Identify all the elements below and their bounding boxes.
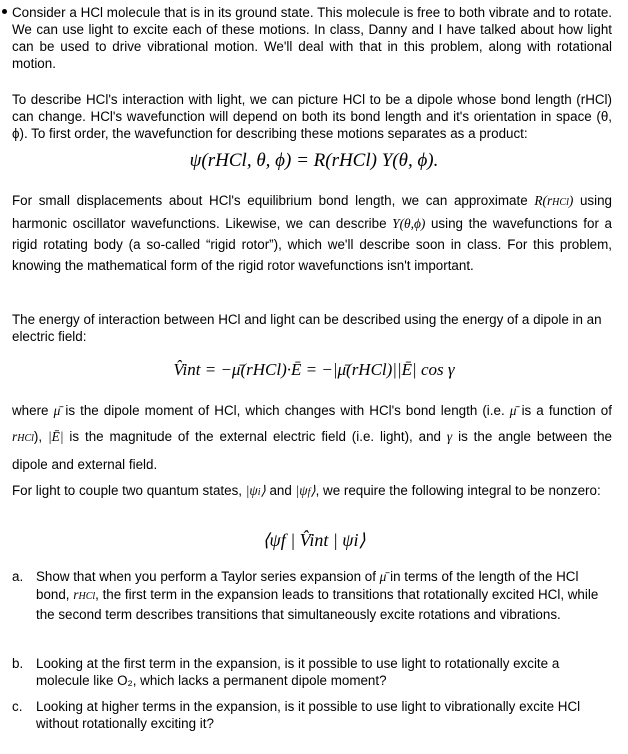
interaction-energy-equation: V̂int = −μ̄(rHCl)·Ē = −|μ̄(rHCl)||Ē| cos γ <box>173 360 455 379</box>
energy-paragraph: The energy of interaction between HCl and light can be described using the energy of a dipole in an electric field: <box>12 312 602 344</box>
radial-function-symbol: R(rHCl) <box>534 193 574 208</box>
wavefunction-equation: ψ(rHCl, θ, ϕ) = R(rHCl) Y(θ, ϕ). <box>189 150 439 171</box>
intro-paragraph: Consider a HCl molecule that is in its ground state. This molecule is free to both vibrate and to rotate. We can use light to excite each of these motions. In class, Danny and I have talked about how light can be used to drive vibrational motion. We'll deal with that in this problem, along with rotational motion. <box>12 4 612 72</box>
coupling-paragraph: For light to couple two quantum states, |ψi⟩ and |ψf⟩, we require the following integral to be nonzero: <box>12 483 601 498</box>
definitions-paragraph: where μ̄ is the dipole moment of HCl, which changes with HCl's bond length (i.e. μ̄ is a function of rHCl), |Ē| is the magnitude of the external electric field (i.e. light), and γ is the angle between the dipole and external field. <box>12 403 612 472</box>
approximation-paragraph: For small displacements about HCl's equilibrium bond length, we can approximate R(rHCl) using harmonic oscillator wavefunctions. Likewise, we can describe Y(θ,ϕ) using the wavefunctions for a rigid rotating body (a so-called “rigid rotor”), which we'll describe soon in class. For this problem, knowing the mathematical form of the rigid rotor wavefunctions isn't important. <box>12 193 612 273</box>
transition-integral-equation: ⟨ψf | V̂int | ψi⟩ <box>262 530 366 550</box>
angular-function-symbol: Y(θ,ϕ) <box>392 216 426 231</box>
dipole-paragraph: To describe HCl's interaction with light, we can picture HCl to be a dipole whose bond length (rHCl) can change. HCl's wavefunction will depend on both its bond length and it's orientation in space (θ, ϕ). To first order, the wavefunction for describing these motions separates as a product: <box>12 92 612 141</box>
question-a: a. Show that when you perform a Taylor series expansion of μ̄ in terms of the length of the HCl bond, rHCl, the first term in the expansion leads to transitions that rotationally excited HCl, while the second term describes transitions that simultaneously excite rotations and vibrations. <box>12 569 599 622</box>
question-b: b. Looking at the first term in the expansion, is it possible to use light to rotationally excite a molecule like O₂, which lacks a permanent dipole moment? <box>12 656 560 688</box>
bullet-marker <box>2 9 7 14</box>
question-c: c. Looking at higher terms in the expansion, is it possible to use light to vibrationally excite HCl without rotationally exciting it? <box>12 699 581 731</box>
